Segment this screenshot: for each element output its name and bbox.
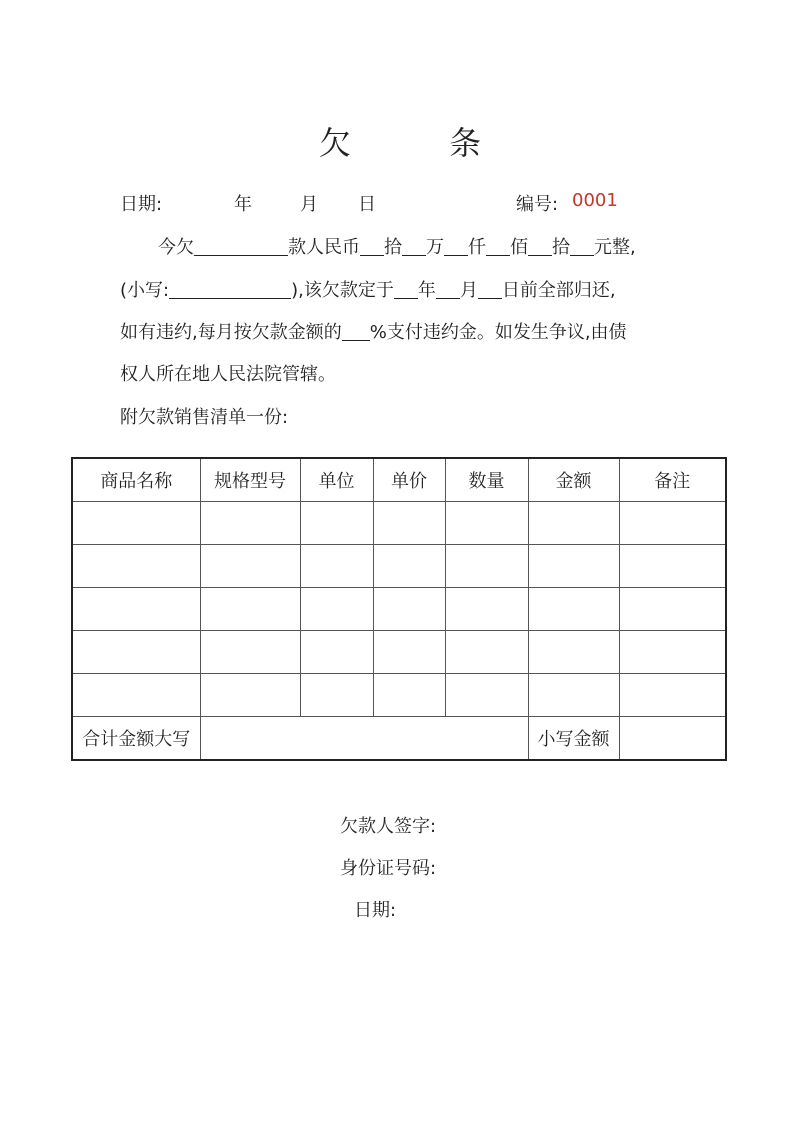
text-owe: 今欠 — [158, 237, 194, 258]
blank-shiwan — [360, 237, 384, 256]
table-cell[interactable] — [528, 502, 619, 545]
document-title: 欠 条 — [318, 124, 526, 162]
table-cell[interactable] — [72, 545, 200, 588]
col-spec-model: 规格型号 — [200, 458, 300, 502]
number-label: 编号: — [516, 194, 559, 215]
text-dispute: %支付违约金。如发生争议,由债 — [369, 322, 627, 343]
table-cell[interactable] — [300, 674, 373, 717]
table-cell[interactable] — [445, 502, 528, 545]
number-value: 0001 — [572, 190, 618, 211]
table-cell[interactable] — [528, 545, 619, 588]
text-due-day: 日前全部归还, — [501, 280, 616, 301]
blank-due-day — [478, 280, 502, 299]
table-row — [72, 502, 726, 545]
table-row — [72, 588, 726, 631]
col-unit: 单位 — [300, 458, 373, 502]
body-line-2 — [120, 276, 616, 302]
col-unit-price: 单价 — [373, 458, 445, 502]
debtor-signature-label: 欠款人签字: — [340, 816, 437, 837]
text-penalty: 如有违约,每月按欠款金额的 — [120, 322, 342, 343]
table-cell[interactable] — [373, 545, 445, 588]
total-row — [72, 717, 726, 761]
table-row — [72, 631, 726, 674]
blank-due-month — [436, 280, 460, 299]
text-bai: 佰 — [510, 237, 528, 258]
table-cell[interactable] — [373, 631, 445, 674]
blank-bai — [486, 237, 510, 256]
signature-date-line — [0, 896, 800, 922]
total-lower-label: 小写金额 — [528, 717, 619, 761]
table-cell[interactable] — [200, 674, 300, 717]
text-rmb: 款人民币 — [288, 237, 360, 258]
text-wan: 万 — [426, 237, 444, 258]
total-upper-label: 合计金额大写 — [72, 717, 200, 761]
table-cell[interactable] — [300, 588, 373, 631]
body-line-5: 附欠款销售清单一份: — [120, 407, 289, 428]
text-due-year: 年 — [417, 280, 436, 301]
table-cell[interactable] — [445, 545, 528, 588]
table-cell[interactable] — [300, 631, 373, 674]
blank-wan — [402, 237, 426, 256]
table-cell[interactable] — [72, 588, 200, 631]
text-lowercase: (小写: — [120, 280, 170, 301]
blank-creditor — [194, 237, 288, 256]
year-label: 年 — [234, 194, 252, 215]
table-row — [72, 545, 726, 588]
table-cell[interactable] — [619, 631, 726, 674]
text-shi1: 拾 — [384, 237, 402, 258]
blank-percent — [342, 322, 370, 341]
debtor-signature-line — [0, 812, 800, 838]
body-line-1 — [158, 233, 636, 259]
table-cell[interactable] — [619, 588, 726, 631]
table-header-row — [72, 458, 726, 502]
table-cell[interactable] — [373, 588, 445, 631]
text-yuan: 元整, — [594, 237, 636, 258]
table-cell[interactable] — [373, 502, 445, 545]
total-upper-value[interactable] — [200, 717, 528, 761]
text-due-month: 月 — [459, 280, 478, 301]
table-cell[interactable] — [300, 502, 373, 545]
blank-yuan — [570, 237, 594, 256]
id-number-label: 身份证号码: — [340, 858, 437, 879]
signature-date-label: 日期: — [354, 900, 397, 921]
table-cell[interactable] — [200, 588, 300, 631]
text-shi2: 拾 — [552, 237, 570, 258]
col-product-name: 商品名称 — [72, 458, 200, 502]
table-cell[interactable] — [619, 502, 726, 545]
id-number-line — [0, 854, 800, 880]
table-cell[interactable] — [373, 674, 445, 717]
table-cell[interactable] — [200, 545, 300, 588]
text-due: ),该欠款定于 — [291, 280, 394, 301]
table-cell[interactable] — [72, 502, 200, 545]
total-lower-value[interactable] — [619, 717, 726, 761]
col-remarks: 备注 — [619, 458, 726, 502]
sales-list-table — [71, 457, 727, 761]
body-line-3 — [120, 318, 627, 344]
month-label: 月 — [300, 194, 318, 215]
col-amount: 金额 — [528, 458, 619, 502]
day-label: 日 — [358, 194, 376, 215]
date-label: 日期: — [120, 194, 163, 215]
table-cell[interactable] — [300, 545, 373, 588]
body-line-4: 权人所在地人民法院管辖。 — [120, 364, 336, 385]
table-cell[interactable] — [528, 588, 619, 631]
table-cell[interactable] — [200, 502, 300, 545]
text-qian: 仟 — [468, 237, 486, 258]
table-cell[interactable] — [445, 588, 528, 631]
table-cell[interactable] — [619, 545, 726, 588]
table-row — [72, 674, 726, 717]
col-quantity: 数量 — [445, 458, 528, 502]
table-cell[interactable] — [445, 631, 528, 674]
blank-lowercase-amount — [169, 280, 291, 299]
table-cell[interactable] — [72, 674, 200, 717]
blank-qian — [444, 237, 468, 256]
table-cell[interactable] — [528, 674, 619, 717]
blank-due-year — [394, 280, 418, 299]
table-cell[interactable] — [200, 631, 300, 674]
table-cell[interactable] — [619, 674, 726, 717]
blank-shi — [528, 237, 552, 256]
table-cell[interactable] — [528, 631, 619, 674]
table-cell[interactable] — [72, 631, 200, 674]
table-cell[interactable] — [445, 674, 528, 717]
